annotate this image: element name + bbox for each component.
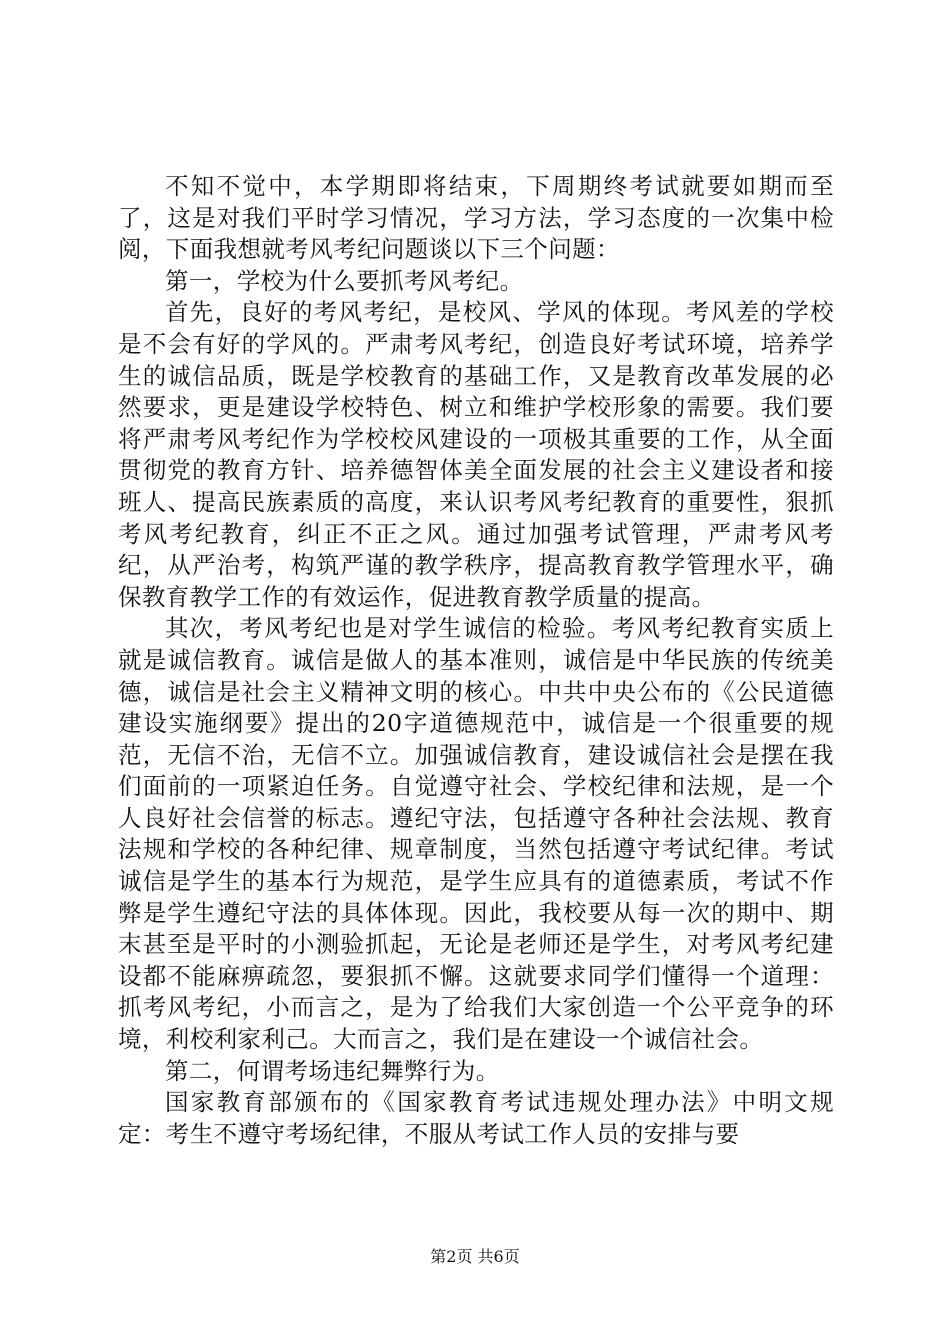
paragraph-first-point: 首先，良好的考风考纪，是校风、学风的体现。考风差的学校是不会有好的学风的。严肃考风考纪，创造良好考试环境，培养学生的诚信品质，既是学校教育的基础工作，又是教育改革发展的必然要求，更是建设学校特色、树立和维护学校形象的需要。我们要将严肃考风考纪作为学校校风建设的一项极其重要的工作，从全面贯彻党的教育方针、培养德智体美全面发展的社会主义建设者和接班人、提高民族素质的高度，来认识考风考纪教育的重要性，狠抓考风考纪教育，纠正不正之风。通过加强考试管理，严肃考风考纪，从严治考，构筑严谨的教学秩序，提高教育教学管理水平，确保教育教学工作的有效运作，促进教育教学质量的提高。 bbox=[118, 298, 834, 611]
document-body bbox=[118, 171, 834, 1150]
page-footer: 第2页 共6页 bbox=[430, 1247, 520, 1266]
paragraph-regulation: 国家教育部颁布的《国家教育考试违规处理办法》中明文规定：考生不遵守考场纪律，不服从考试工作人员的安排与要 bbox=[118, 1088, 834, 1148]
paragraph-second-point: 其次，考风考纪也是对学生诚信的检验。考风考纪教育实质上就是诚信教育。诚信是做人的基本准则，诚信是中华民族的传统美德，诚信是社会主义精神文明的核心。中共中央公布的《公民道德建设实施纲要》提出的20字道德规范中，诚信是一个很重要的规范，无信不治，无信不立。加强诚信教育，建设诚信社会是摆在我们面前的一项紧迫任务。自觉遵守社会、学校纪律和法规，是一个人良好社会信誉的标志。遵纪守法，包括遵守各种社会法规、教育法规和学校的各种纪律、规章制度，当然包括遵守考试纪律。考试诚信是学生的基本行为规范，是学生应具有的道德素质，考试不作弊是学生遵纪守法的具体体现。因此，我校要从每一次的期中、期末甚至是平时的小测验抓起，无论是老师还是学生，对考风考纪建设都不能麻痹疏忽，要狠抓不懈。这就要求同学们懂得一个道理：抓考风考纪，小而言之，是为了给我们大家创造一个公平竞争的环境，利校利家利己。大而言之，我们是在建设一个诚信社会。 bbox=[118, 614, 834, 1054]
heading-section-two: 第二，何谓考场违纪舞弊行为。 bbox=[165, 1056, 500, 1085]
heading-section-one: 第一，学校为什么要抓考风考纪。 bbox=[165, 266, 524, 295]
paragraph-intro: 不知不觉中，本学期即将结束，下周期终考试就要如期而至了，这是对我们平时学习情况，学习方法，学习态度的一次集中检阅，下面我想就考风考纪问题谈以下三个问题： bbox=[118, 172, 834, 264]
